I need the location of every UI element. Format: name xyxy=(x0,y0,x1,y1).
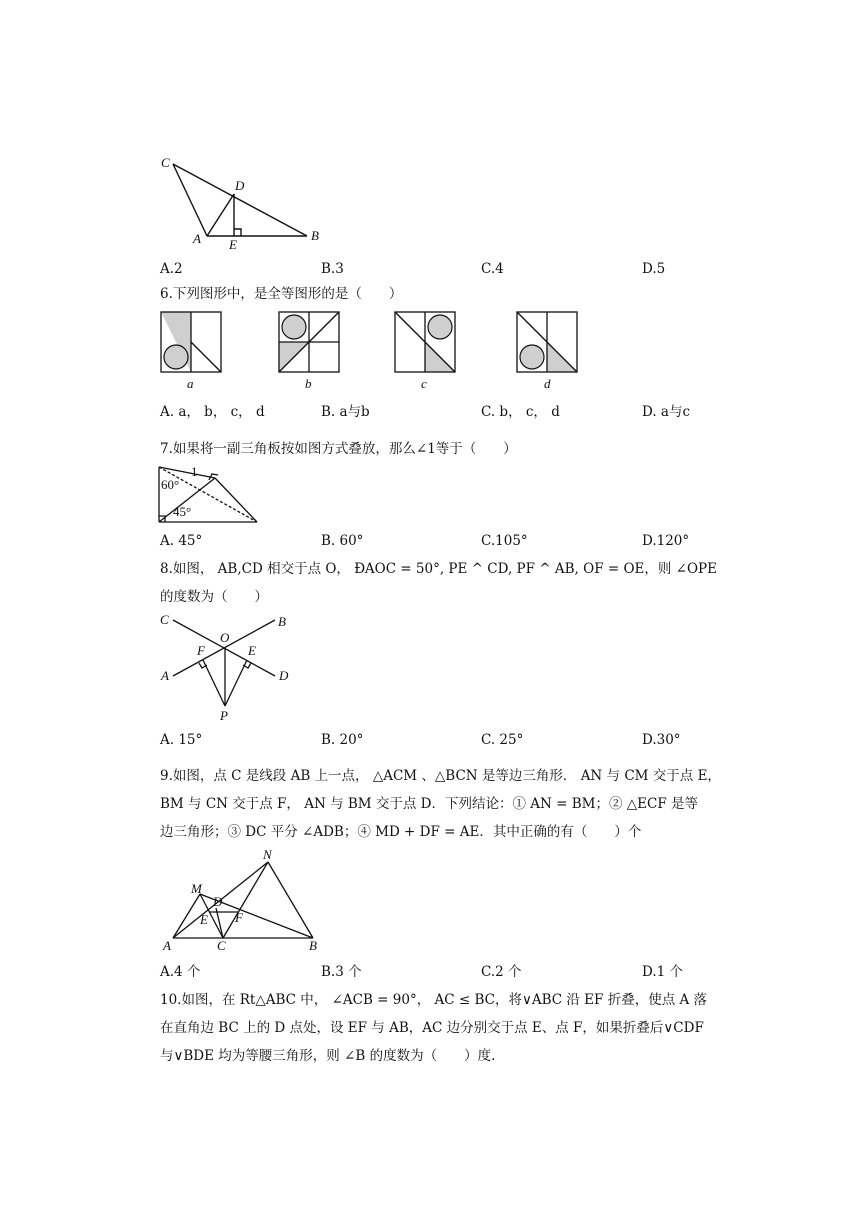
q7-label-60: 60° xyxy=(161,477,180,492)
q6-label-b: b xyxy=(305,376,312,391)
q5-label-e: E xyxy=(229,237,237,252)
q5-option-c[interactable]: C.4 xyxy=(481,261,504,277)
q6-figure-c xyxy=(395,312,455,372)
q7-option-a[interactable]: A. 45° xyxy=(160,533,203,549)
q6-figure-d xyxy=(517,312,577,372)
q6-option-d[interactable]: D. a与c xyxy=(642,404,691,420)
q9-label-d: D xyxy=(213,894,223,909)
q6-label-c: c xyxy=(421,376,427,391)
q9-question-line1: 9.如图，点 C 是线段 AB 上一点， △ACM 、△BCN 是等边三角形． AN 与 CM 交于点 E， xyxy=(160,768,721,784)
q6-question: 6.下列图形中，是全等图形的是（ ） xyxy=(160,286,403,302)
q7-label-1: 1 xyxy=(191,464,198,479)
q6-option-b[interactable]: B. a与b xyxy=(321,404,370,420)
q7-question: 7.如果将一副三角板按如图方式叠放，那么∠1等于（ ） xyxy=(160,441,517,457)
q8-label-o: O xyxy=(220,630,230,645)
q5-label-c: C xyxy=(161,155,170,170)
q8-option-a[interactable]: A. 15° xyxy=(160,732,203,748)
q5-option-d[interactable]: D.5 xyxy=(642,261,666,277)
q8-intersecting-lines-figure xyxy=(155,610,305,725)
q5-label-b: B xyxy=(311,228,319,243)
q7-option-b[interactable]: B. 60° xyxy=(321,533,364,549)
q6-option-c[interactable]: C. b， c， d xyxy=(481,404,560,420)
q5-label-d: D xyxy=(235,178,245,193)
q5-option-a[interactable]: A.2 xyxy=(160,261,183,277)
q10-question-line3: 与∨BDE 均为等腰三角形，则 ∠B 的度数为（ ）度. xyxy=(160,1048,496,1064)
q6-figure-b xyxy=(279,312,339,372)
q9-label-c: C xyxy=(217,938,226,953)
q7-option-d[interactable]: D.120° xyxy=(642,533,690,549)
q5-label-a: A xyxy=(193,231,201,246)
q8-option-d[interactable]: D.30° xyxy=(642,732,681,748)
q8-option-b[interactable]: B. 20° xyxy=(321,732,364,748)
q9-option-a[interactable]: A.4 个 xyxy=(160,964,201,980)
q8-question-line2: 的度数为（ ） xyxy=(160,589,268,605)
q5-triangle-figure xyxy=(155,150,335,255)
q8-question-line1: 8.如图， AB,CD 相交于点 O， ÐAOC = 50°, PE ^ CD, PF ^ AB, OF = OE，则 ∠OPE xyxy=(160,561,717,577)
q10-question-line1: 10.如图，在 Rt△ABC 中， ∠ACB = 90°， AC ≤ BC，将∨ABC 沿 EF 折叠，使点 A 落 xyxy=(160,992,708,1008)
q8-label-e: E xyxy=(248,643,256,658)
q9-label-e: E xyxy=(200,912,208,927)
q9-label-f: F xyxy=(235,910,243,925)
q7-option-c[interactable]: C.105° xyxy=(481,533,528,549)
q10-question-line2: 在直角边 BC 上的 D 点处，设 EF 与 AB，AC 边分别交于点 E、点 F，如果折叠后∨CDF xyxy=(160,1020,704,1036)
q6-figure-a xyxy=(161,312,221,372)
q6-option-a[interactable]: A. a， b， c， d xyxy=(160,404,265,420)
q7-set-squares-figure xyxy=(155,462,265,528)
q6-label-d: d xyxy=(544,376,551,391)
q5-option-b[interactable]: B.3 xyxy=(321,261,344,277)
q9-label-a: A xyxy=(163,938,171,953)
q8-label-d: D xyxy=(279,668,289,683)
q6-figures xyxy=(155,306,590,394)
q8-label-c: C xyxy=(160,612,169,627)
q7-label-45: 45° xyxy=(173,504,192,519)
q9-option-c[interactable]: C.2 个 xyxy=(481,964,522,980)
q8-label-a: A xyxy=(161,668,169,683)
q9-option-b[interactable]: B.3 个 xyxy=(321,964,362,980)
q8-label-p: P xyxy=(220,708,228,723)
q9-label-n: N xyxy=(263,847,272,862)
q6-label-a: a xyxy=(187,376,194,391)
q9-equilateral-triangles-figure xyxy=(155,846,330,956)
q8-option-c[interactable]: C. 25° xyxy=(481,732,524,748)
q9-question-line2: BM 与 CN 交于点 F， AN 与 BM 交于点 D．下列结论：① AN = BM；② △ECF 是等 xyxy=(160,796,699,812)
q8-label-f: F xyxy=(197,643,205,658)
q9-option-d[interactable]: D.1 个 xyxy=(642,964,684,980)
q8-label-b: B xyxy=(278,614,286,629)
q9-question-line3: 边三角形；③ DC 平分 ∠ADB；④ MD + DF = AE．其中正确的有（ ）个 xyxy=(160,824,642,840)
q9-label-m: M xyxy=(191,881,202,896)
q9-label-b: B xyxy=(309,938,317,953)
